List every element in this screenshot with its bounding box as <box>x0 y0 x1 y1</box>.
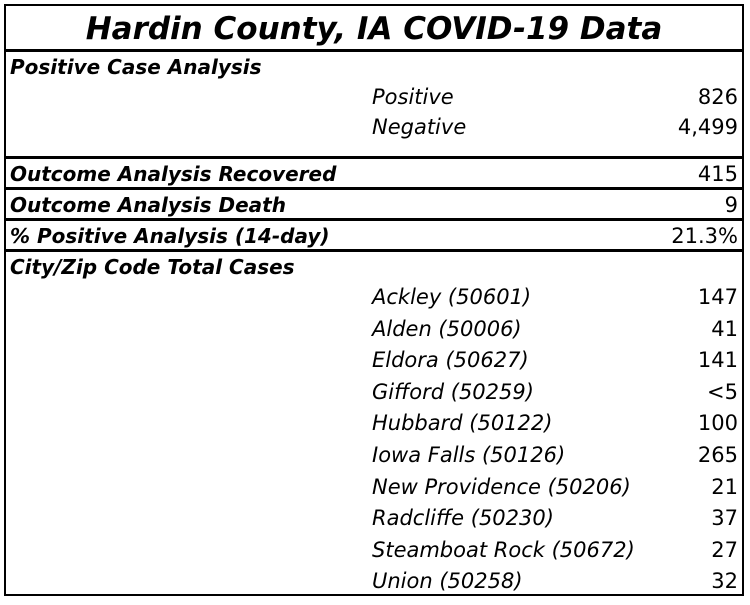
city-label: Union (50258) <box>372 569 523 594</box>
city-label: Hubbard (50122) <box>372 411 553 436</box>
recovered-row <box>6 156 742 187</box>
table-row <box>6 314 742 346</box>
city-value: 21 <box>711 474 738 499</box>
page-title: Hardin County, IA COVID-19 Data <box>6 6 742 52</box>
city-value: 141 <box>697 348 738 373</box>
city-value: 37 <box>711 506 738 531</box>
positive-case-heading: Positive Case Analysis <box>10 55 262 79</box>
death-row <box>6 187 742 218</box>
city-label: Iowa Falls (50126) <box>372 442 566 467</box>
city-value: <5 <box>707 379 738 404</box>
row-value: 4,499 <box>677 115 738 139</box>
table-row <box>6 112 742 142</box>
table-row <box>6 282 742 314</box>
city-label: Eldora (50627) <box>372 348 529 373</box>
city-value: 32 <box>711 569 738 594</box>
recovered-label: Outcome Analysis Recovered <box>10 162 337 186</box>
table-row <box>6 503 742 535</box>
city-value: 41 <box>711 316 738 341</box>
table-row <box>6 345 742 377</box>
city-label: New Providence (50206) <box>372 474 631 499</box>
death-value: 9 <box>724 193 738 217</box>
city-label: Gifford (50259) <box>372 379 534 404</box>
table-row <box>6 377 742 409</box>
table-row <box>6 408 742 440</box>
row-label: Positive <box>372 85 454 109</box>
city-label: Radcliffe (50230) <box>372 506 554 531</box>
positive-case-section <box>6 52 742 156</box>
table-row <box>6 472 742 504</box>
positive-rate-label: % Positive Analysis (14-day) <box>10 224 330 248</box>
city-value: 27 <box>711 537 738 562</box>
covid-data-table <box>4 4 744 596</box>
city-value: 147 <box>697 285 738 309</box>
positive-rate-row <box>6 218 742 249</box>
table-row <box>6 535 742 567</box>
city-label: Ackley (50601) <box>372 285 532 309</box>
positive-rate-value: 21.3% <box>671 224 738 248</box>
table-row <box>6 82 742 112</box>
row-value: 826 <box>697 85 738 109</box>
city-label: Steamboat Rock (50672) <box>372 537 635 562</box>
table-row <box>6 440 742 472</box>
row-label: Negative <box>372 115 467 139</box>
city-label: Alden (50006) <box>372 316 522 341</box>
city-value: 265 <box>697 442 738 467</box>
city-zip-section <box>6 249 742 598</box>
recovered-value: 415 <box>697 162 738 186</box>
city-value: 100 <box>697 411 738 436</box>
city-zip-heading: City/Zip Code Total Cases <box>10 255 295 279</box>
death-label: Outcome Analysis Death <box>10 193 286 217</box>
table-row <box>6 566 742 598</box>
